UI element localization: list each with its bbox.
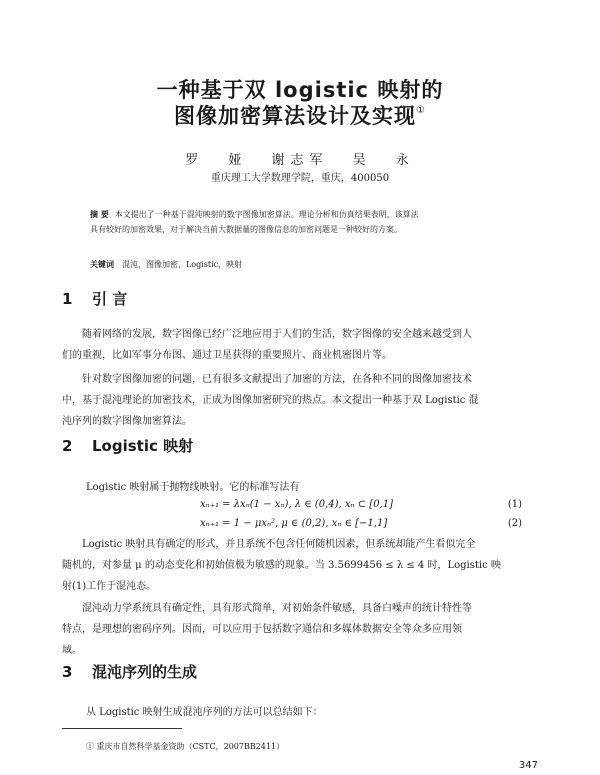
intro-p2-line-2: 中，基于混沌理论的加密技术，正成为图像加密研究的热点。本文提出一种基于双 Logistic 混	[62, 395, 479, 406]
equation-1-number: (1)	[507, 499, 522, 510]
logistic-lead: Logistic 映射属于抛物线映射。它的标准写法有	[86, 482, 300, 493]
title-line-2	[0, 106, 600, 127]
title-line-2-text: 图像加密算法设计及实现	[174, 104, 417, 128]
equation-2-body: xₙ₊₁ = 1 − μxₙ², μ ∈ (0,2), xₙ ∈ [−1,1]	[200, 518, 388, 529]
section-2-heading	[62, 439, 193, 454]
intro-paragraph-1	[62, 324, 538, 366]
logistic-paragraph-1	[62, 534, 538, 597]
footnote-mark: ①	[86, 742, 94, 751]
logistic-p2-line-2: 特点，是理想的密码序列。因而，可以应用于包括数字通信和多媒体数据安全等众多应用领	[62, 624, 462, 635]
section-2-title: Logistic 映射	[92, 437, 194, 455]
intro-p1-line-2: 们的重视，比如军事分布图、通过卫星获得的重要照片、商业机密图片等。	[62, 350, 392, 361]
intro-p2-line-3: 沌序列的数字图像加密算法。	[62, 416, 192, 427]
title-line-1: 一种基于双 logistic 映射的	[156, 78, 444, 102]
logistic-p2-line-1: 混沌动力学系统具有确定性，具有形式简单，对初始条件敏感，具备白噪声的统计特性等	[82, 603, 472, 614]
section-3-number: 3	[62, 663, 73, 681]
logistic-paragraph-2	[62, 598, 538, 661]
authors: 罗 娅 谢志军 吴 永	[185, 153, 415, 168]
page-number: 347	[518, 760, 538, 771]
keywords	[90, 259, 530, 270]
abstract-label: 摘 要	[90, 210, 109, 219]
intro-paragraph-2	[62, 369, 538, 432]
abstract-line-2: 具有较好的加密效果，对于解决当前大数据量的图像信息的加密问题是一种较好的方案。	[90, 225, 402, 234]
chaos-lead: 从 Logistic 映射生成混沌序列的方法可以总结如下：	[86, 707, 323, 718]
abstract-line-1	[90, 207, 530, 222]
intro-p2-line-1: 针对数字图像加密的问题，已有很多文献提出了加密的方法，在各种不同的图像加密技术	[82, 374, 472, 385]
section-1-heading	[62, 292, 127, 307]
section-3-heading	[62, 665, 197, 680]
intro-p1-line-1: 随着网络的发展，数字图像已经广泛地应用于人们的生活，数字图像的安全越来越受到人	[82, 329, 472, 340]
keywords-text: 混沌，图像加密，Logistic，映射	[122, 260, 243, 269]
equation-1-body: xₙ₊₁ = λxₙ(1 − xₙ), λ ∈ (0,4), xₙ ⊂ [0,1]	[200, 499, 393, 510]
affiliation: 重庆理工大学数理学院，重庆，400050	[210, 173, 390, 184]
footnote-divider	[62, 728, 182, 729]
logistic-p1-line-1: Logistic 映射具有确定的形式，并且系统不包含任何随机因素，但系统却能产生看似完全	[82, 539, 476, 550]
equation-2-number: (2)	[507, 518, 522, 529]
footnote	[86, 741, 284, 752]
logistic-p2-line-3: 域。	[62, 645, 82, 656]
title-footnote-mark: ①	[416, 105, 426, 116]
section-1-number: 1	[62, 290, 73, 308]
section-3-title: 混沌序列的生成	[92, 663, 198, 681]
footnote-text: 重庆市自然科学基金资助（CSTC，2007BB2411）	[96, 742, 285, 751]
logistic-p1-line-2: 随机的，对参量 μ 的动态变化和初始值极为敏感的现象。当 3.5699456 ≤ λ ≤ 4 时，Logistic 映	[62, 560, 501, 571]
logistic-p1-line-3: 射(1)工作于混沌态。	[62, 581, 157, 592]
section-1-title: 引 言	[92, 290, 128, 308]
keywords-label: 关键词	[90, 260, 114, 269]
section-2-number: 2	[62, 437, 73, 455]
abstract-text-1: 本文提出了一种基于混沌映射的数字图像加密算法。理论分析和仿真结果表明，该算法	[114, 210, 419, 219]
